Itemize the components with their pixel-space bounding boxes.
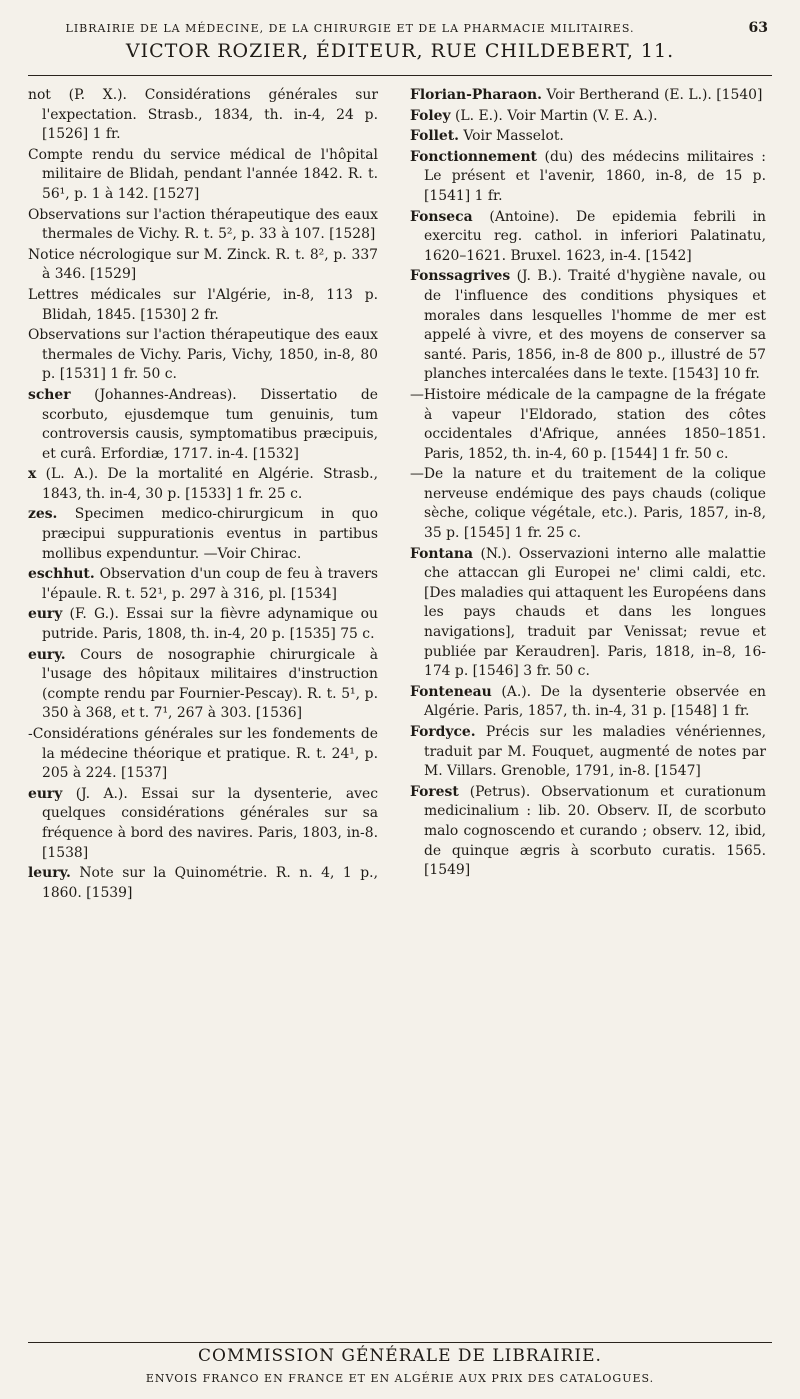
entry-text: (J. B.). Traité d'hygiène navale, ou de l'influence des conditions physiques et morales dans lesquelles l'homme de mer est appelé à vivre, et des moyens de conserver sa santé. Paris, 1856, in-8 de 800 p., illustré de 57 planches intercalées dans le texte. [1543] 10 fr. [424,268,766,383]
entry-author: Fontana [410,545,473,562]
entry-text: Specimen medico-chirurgicum in quo præcipui suppurationis eventus in partibus mollibus expenduntur. —Voir Chirac. [42,506,378,562]
catalog-entry [28,505,378,564]
catalog-entry [410,267,766,385]
catalog-entry [28,246,378,285]
entry-author: scher [28,386,71,403]
footer-title: COMMISSION GÉNÉRALE DE LIBRAIRIE. [198,1346,602,1366]
entry-text: (N.). Osservazioni interno alle malattie che attaccan gli Europei ne' climi caldi, etc. [Des maladies qui attaquent les Européens dans les pays chauds et dans les longues navigations], traduit par Venissat; revue et publiée par Keraudren]. Paris, 1818, in–8, 16-174 p. [1546] 3 fr. 50 c. [424,545,766,680]
catalog-entry [410,148,766,207]
entry-text: —Histoire médicale de la campagne de la frégate à vapeur l'Eldorado, station des côtes occidentales d'Afrique, années 1850–1851. Paris, 1852, th. in-4, 60 p. [1544] 1 fr. 50 c. [410,386,766,462]
publisher-address: VICTOR ROZIER, ÉDITEUR, RUE CHILDEBERT, 11. [125,40,675,62]
entry-text: (Petrus). Observationum et curationum medicinalium : lib. 20. Observ. II, de scorbuto malo cognoscendo et curando ; observ. 12, ibid, de quinque ægris à scorbuto curatis. 1565. [1549] [424,783,766,879]
entry-author: leury. [28,865,71,882]
catalog-entry [410,86,766,106]
catalog-entry [28,326,378,385]
entry-text: Compte rendu du service médical de l'hôpital militaire de Blidah, pendant l'année 1842. R. t. 56¹, p. 1 à 142. [1527] [28,146,378,202]
catalog-entry [410,208,766,267]
entry-text: (J. A.). Essai sur la dysenterie, avec quelques considérations générales sur sa fréquence à bord des navires. Paris, 1803, in-8. [1538] [42,785,378,861]
footer-rule [28,1342,772,1343]
entry-author: eury. [28,646,66,663]
entry-text: (L. A.). De la mortalité en Algérie. Strasb., 1843, th. in-4, 30 p. [1533] 1 fr. 25 c. [36,466,378,502]
catalog-entry [28,465,378,504]
entry-text: Observation d'un coup de feu à travers l'épaule. R. t. 52¹, p. 297 à 316, pl. [1534] [42,566,378,602]
entry-author: Fonseca [410,208,473,225]
entry-text: Voir Masselot. [459,128,564,145]
entry-author: zes. [28,506,58,523]
entry-text: not (P. X.). Considérations générales sur l'expectation. Strasb., 1834, th. in-4, 24 p. [1526] 1 fr. [28,87,378,143]
entry-author: Follet. [410,128,460,145]
entry-text: Voir Bertherand (E. L.). [1540] [541,87,763,103]
catalog-entry [410,127,766,147]
catalog-entry [28,146,378,205]
publisher-heading: LIBRAIRIE DE LA MÉDECINE, DE LA CHIRURGIE ET DE LA PHARMACIE MILITAIRES. [65,22,635,35]
entry-text: (A.). De la dysenterie observée en Algérie. Paris, 1857, th. in-4, 31 p. [1548] 1 fr. [424,683,766,720]
catalog-entry [28,565,378,604]
entry-text: Note sur la Quinométrie. R. n. 4, 1 p., 1860. [1539] [42,865,378,901]
left-column [28,86,378,904]
catalog-entry [410,465,766,543]
page-number: 63 [748,20,768,36]
entry-text: Précis sur les maladies vénériennes, traduit par M. Fouquet, augmenté de notes par M. Villars. Grenoble, 1791, in-8. [1547] [424,724,766,780]
entry-text: (du) des médecins militaires : Le présent et l'avenir, 1860, in-8, de 15 p. [1541] 1 fr. [424,148,766,204]
entry-text: Observations sur l'action thérapeutique des eaux thermales de Vichy. R. t. 5², p. 33 à 107. [1528] [28,206,378,243]
entry-text: Notice nécrologique sur M. Zinck. R. t. 8², p. 337 à 346. [1529] [28,246,378,283]
entry-author: Fordyce. [410,724,476,740]
entry-author: eury [28,785,63,802]
entry-author: eury [28,606,63,623]
entry-author: eschhut. [28,566,95,583]
catalog-entry [28,725,378,784]
catalog-entry [410,783,766,881]
entry-text: (F. G.). Essai sur la fièvre adynamique ou putride. Paris, 1808, th. in-4, 20 p. [1535] 75 c. [42,606,378,643]
entry-text: Lettres médicales sur l'Algérie, in-8, 113 p. Blidah, 1845. [1530] 2 fr. [28,286,378,323]
right-column [410,86,766,882]
catalog-entry [28,785,378,863]
footer-subtitle: ENVOIS FRANCO EN FRANCE ET EN ALGÉRIE AUX PRIX DES CATALOGUES. [145,1372,655,1385]
catalog-entry [28,605,378,644]
catalog-entry [410,386,766,464]
catalog-entry [410,723,766,782]
catalog-entry [28,646,378,724]
catalog-entry [28,86,378,145]
entry-text: —De la nature et du traitement de la colique nerveuse endémique des pays chauds (colique sèche, colique végétale, etc.). Paris, 1857, in-8, 35 p. [1545] 1 fr. 25 c. [410,466,766,542]
catalog-entry [28,286,378,325]
catalog-entry [410,683,766,722]
entry-author: Florian-Pharaon. [410,87,542,103]
entry-author: Fonctionnement [410,148,537,165]
entry-text: Cours de nosographie chirurgicale à l'usage des hôpitaux militaires d'instruction (compte rendu par Fournier-Pescay). R. t. 5¹, p. 350 à 368, et t. 7¹, 267 à 303. [1536] [42,646,378,722]
entry-author: Fonssagrives [410,268,511,285]
catalog-entry [410,107,766,127]
catalog-entry [28,386,378,464]
entry-author: Fonteneau [410,683,492,700]
entry-text: (Antoine). De epidemia febrili in exercitu reg. cathol. in inferiori Palatinatu, 1620–1621. Bruxel. 1623, in-4. [1542] [424,208,766,264]
entry-author: Forest [410,783,459,800]
entry-text: (L. E.). Voir Martin (V. E. A.). [450,107,658,124]
catalog-entry [28,206,378,245]
catalog-entry [410,545,766,682]
entry-author: Foley [410,107,451,124]
entry-text: (Johannes-Andreas). Dissertatio de scorbuto, ejusdemque tum genuinis, tum controversis causis, symptomatibus præcipuis, et curâ. Erfordiæ, 1717. in-4. [1532] [42,386,378,462]
entry-author: x [28,466,37,483]
entry-text: -Considérations générales sur les fondements de la médecine théorique et pratique. R. t. 24¹, p. 205 à 224. [1537] [28,726,378,782]
entry-text: Observations sur l'action thérapeutique des eaux thermales de Vichy. Paris, Vichy, 1850, in-8, 80 p. [1531] 1 fr. 50 c. [28,327,378,383]
header-rule [28,75,772,76]
catalog-entry [28,864,378,903]
